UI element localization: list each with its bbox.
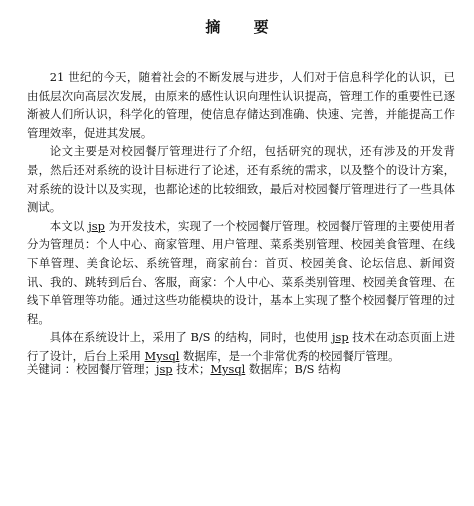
page-title: 摘 要 bbox=[205, 18, 283, 36]
underlined-term: Mysql bbox=[210, 362, 246, 376]
paragraph-text: 本文以 bbox=[49, 218, 89, 233]
abstract-paragraph-2 bbox=[27, 142, 455, 216]
paragraph-text: 论文主要是对校园餐厅管理进行了介绍，包括研究的现状，还有涉及的开发背景，然后还对系统的设计目标进行了论述，还有系统的需求，以及整个的设计方案，对系统的设计以及实现，也都论述的比较细致，最后对校园餐厅管理进行了一些具体测试。 bbox=[27, 144, 455, 215]
paragraph-text: 为开发技术，实现了一个校园餐厅管理。校园餐厅管理的主要使用者分为管理员：个人中心、商家管理、用户管理、菜系类别管理、校园美食管理、在线下单管理、美食论坛、系统管理，商家前台：首页、校园美食、论坛信息、新闻资讯、我的、跳转到后台、客服，商家：个人中心、菜系类别管理、校园美食管理、在线下单管理等功能。通过这些功能模块的设计，基本上实现了整个校园餐厅管理的过程。 bbox=[27, 218, 456, 326]
paragraph-text: 21 世纪的今天，随着社会的不断发展与进步，人们对于信息科学化的认识，已由低层次向高层次发展，由原来的感性认识向理性认识提高，管理工作的重要性已逐渐被人们所认识，科学化的管理，使信息存储达到准确、快速、完善，并能提高工作管理效率，促进其发展。 bbox=[27, 70, 455, 140]
abstract-paragraph-1 bbox=[27, 68, 455, 142]
keywords-text: 数据库；B/S 结构 bbox=[245, 362, 341, 376]
paragraph-text: 数据库，是一个非常优秀的校园餐厅管理。 bbox=[179, 348, 400, 363]
underlined-term: jsp bbox=[331, 330, 349, 345]
paragraph-text: 具体在系统设计上，采用了 B/S 的结构，同时，也使用 bbox=[49, 330, 332, 345]
keywords-text: 技术； bbox=[172, 362, 211, 376]
keywords-line bbox=[27, 360, 455, 379]
underlined-term: jsp bbox=[155, 362, 173, 376]
underlined-term: Mysql bbox=[144, 348, 180, 363]
keywords-label: 关键词 ：校园餐厅管理； bbox=[27, 362, 156, 376]
paragraph-text: 技术在动态页面上进行了设计，后台上采用 bbox=[27, 330, 455, 363]
abstract-body bbox=[27, 68, 455, 366]
abstract-paragraph-3 bbox=[27, 217, 455, 329]
underlined-term: jsp bbox=[88, 218, 105, 233]
